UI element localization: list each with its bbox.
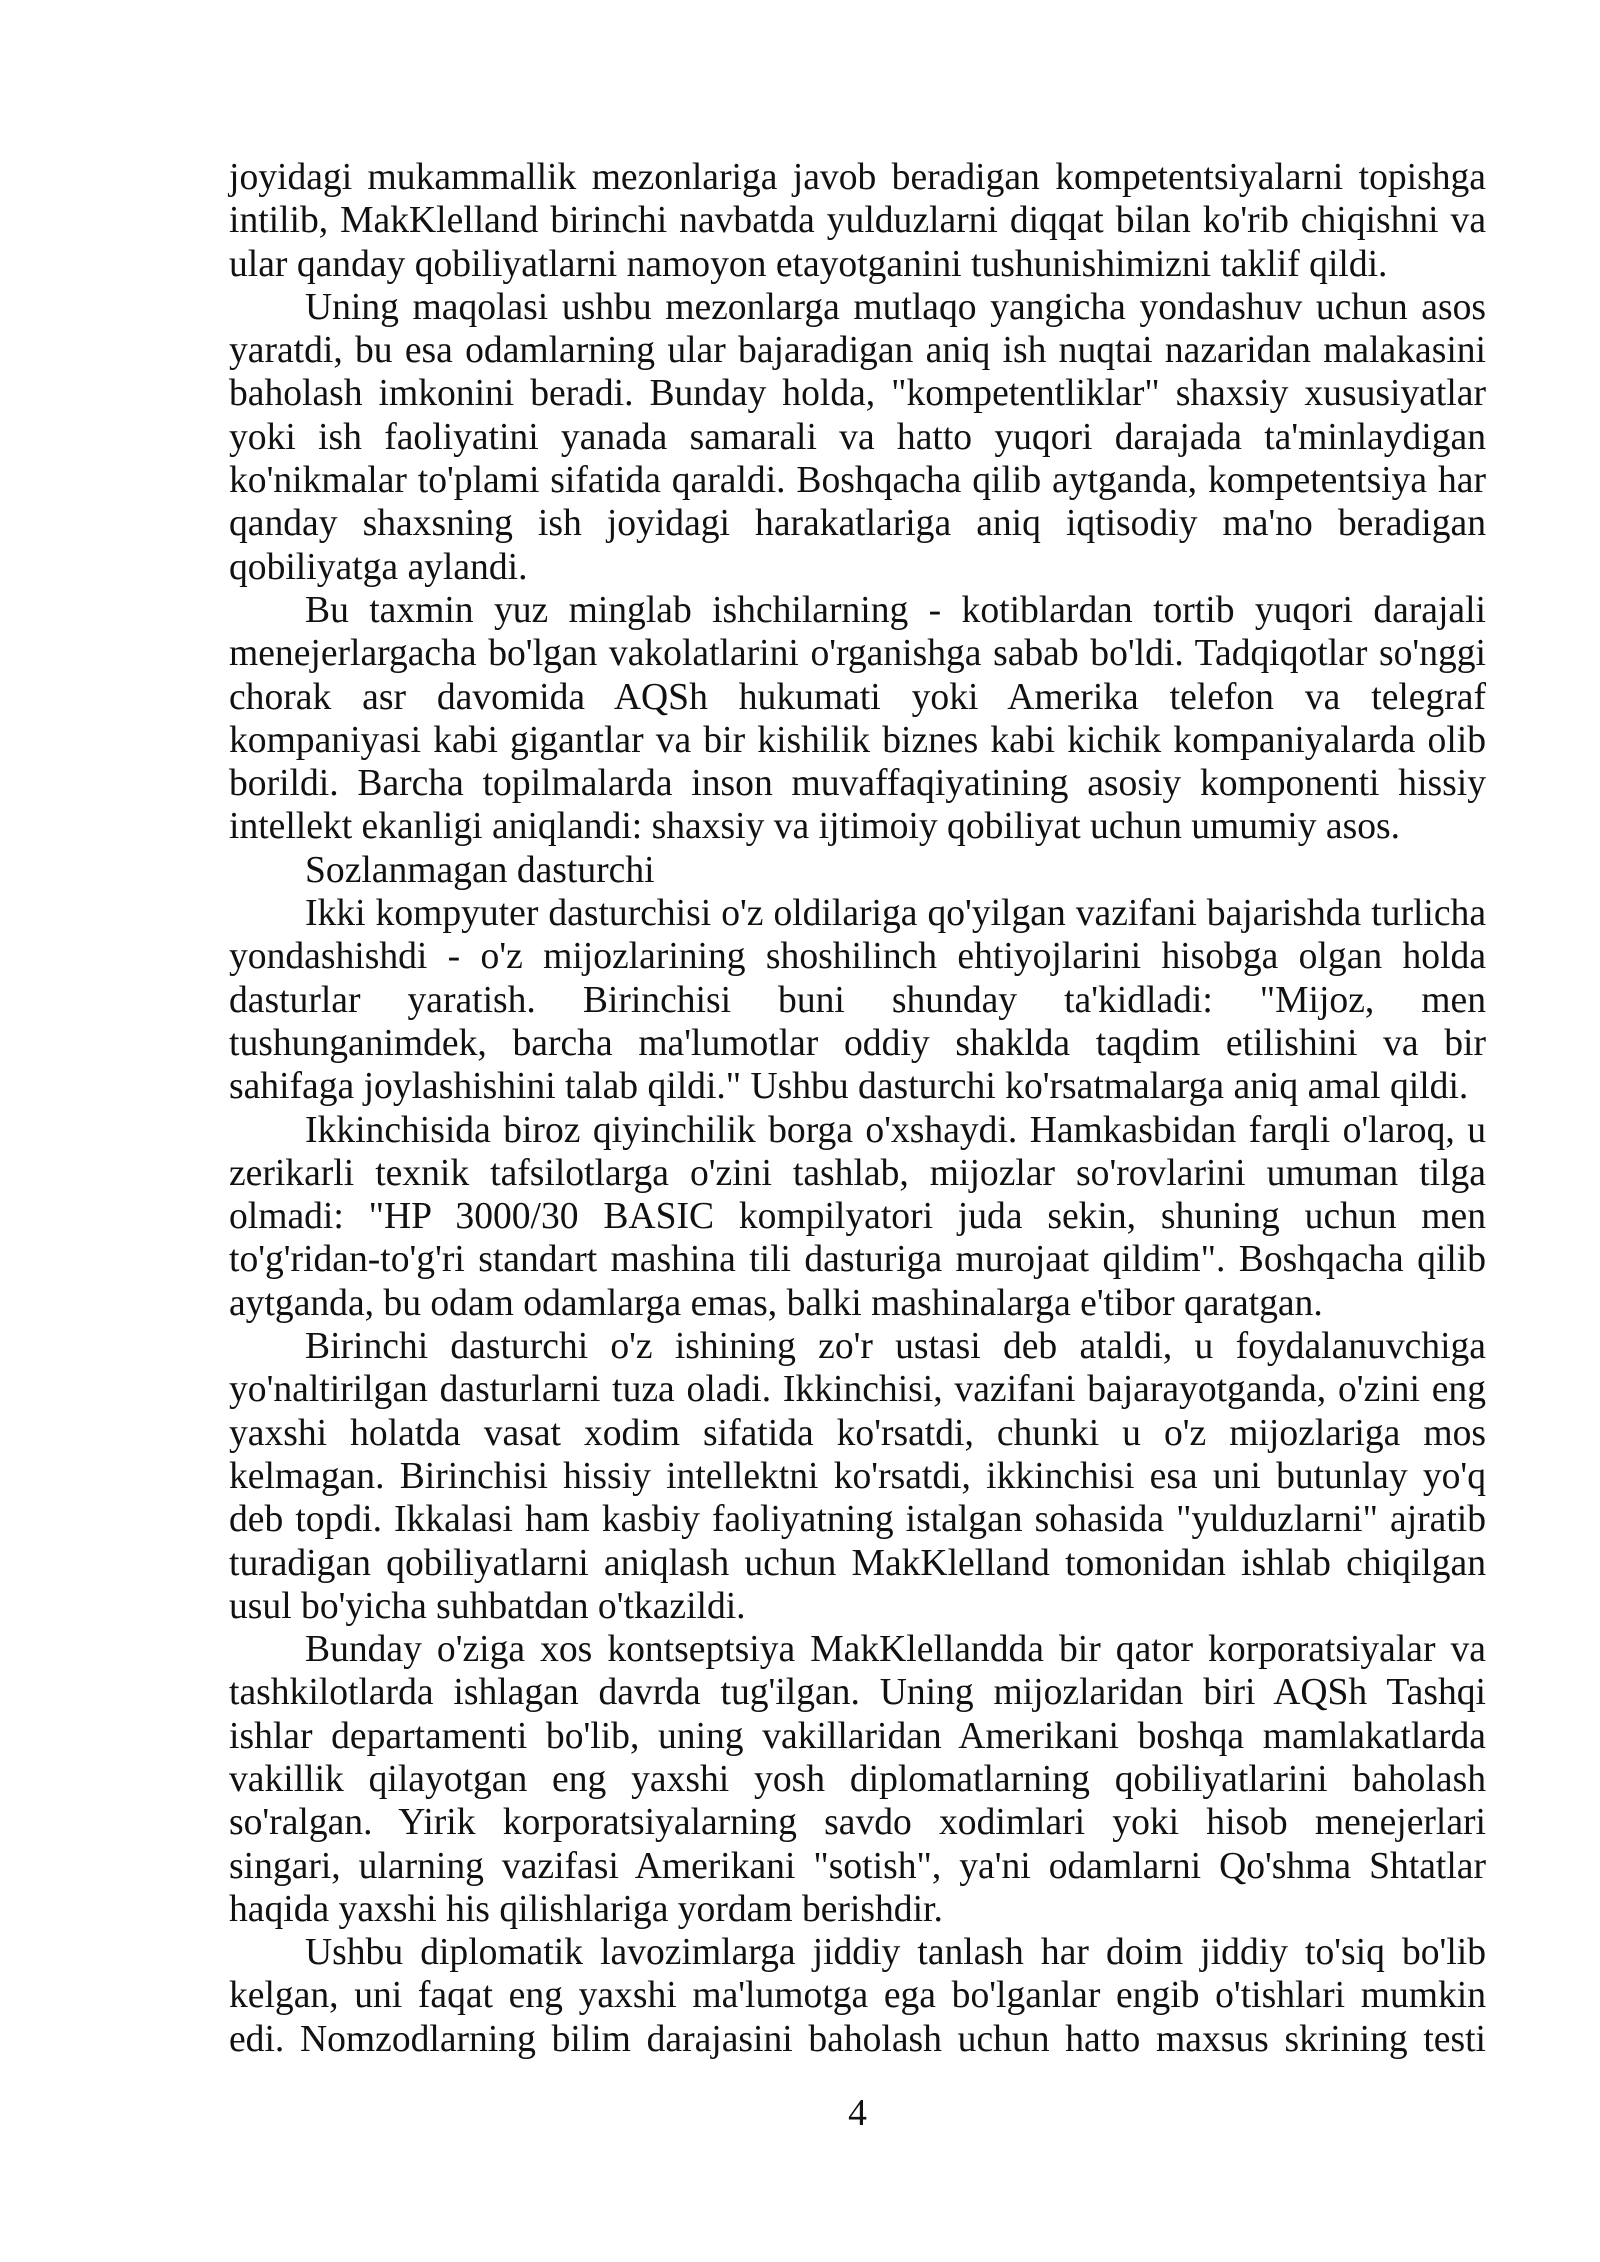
- paragraph: [229, 286, 1486, 589]
- text-line: qobiliyatga aylandi.: [229, 546, 528, 588]
- text-line: yo'naltirilgan dasturlarni tuza oladi. Ikkinchisi, vazifani bajarayotganda, o'zini eng: [229, 1369, 1486, 1411]
- text-line: baholash imkonini beradi. Bunday holda, "kompetentliklar" shaxsiy xususiyatlar: [229, 373, 1486, 415]
- text-line: yaratdi, bu esa odamlarning ular bajaradigan aniq ish nuqtai nazaridan malakasini: [229, 330, 1486, 372]
- text-line: joyidagi mukammallik mezonlariga javob beradigan kompetentsiyalarni topishga: [229, 157, 1486, 198]
- section-heading: [229, 849, 1486, 892]
- text-line: usul bo'yicha suhbatdan o'tkazildi.: [229, 1585, 746, 1627]
- text-line: yaxshi holatda vasat xodim sifatida ko'rsatdi, chunki u o'z mijozlariga mos: [229, 1412, 1486, 1454]
- text-line: turadigan qobiliyatlarni aniqlash uchun MakKlelland tomonidan ishlab chiqilgan: [229, 1542, 1486, 1584]
- text-line: to'g'ridan-to'g'ri standart mashina tili dasturiga murojaat qildim". Boshqacha qilib: [229, 1239, 1486, 1281]
- text-line: olmadi: "HP 3000/30 BASIC kompilyatori juda sekin, shuning uchun men: [229, 1196, 1486, 1238]
- text-line: borildi. Barcha topilmalarda inson muvaffaqiyatining asosiy komponenti hissiy: [229, 763, 1486, 805]
- text-line: sahifaga joylashishini talab qildi." Ushbu dasturchi ko'rsatmalarga aniq amal qildi.: [229, 1066, 1469, 1108]
- text-line: yoki ish faoliyatini yanada samarali va hatto yuqori darajada ta'minlaydigan: [229, 416, 1486, 458]
- text-line: Uning maqolasi ushbu mezonlarga mutlaqo yangicha yondashuv uchun asos: [305, 286, 1486, 328]
- text-line: ishlar departamenti bo'lib, uning vakillaridan Amerikani boshqa mamlakatlarda: [229, 1715, 1486, 1757]
- paragraph: [229, 1109, 1486, 1325]
- text-line: vakillik qilayotgan eng yaxshi yosh diplomatlarning qobiliyatlarini baholash: [229, 1758, 1486, 1800]
- text-line: Ikkinchisida biroz qiyinchilik borga o'xshaydi. Hamkasbidan farqli o'laroq, u: [305, 1109, 1486, 1151]
- text-line: zerikarli texnik tafsilotlarga o'zini tashlab, mijozlar so'rovlarini umuman tilga: [229, 1152, 1486, 1194]
- text-line: Bu taxmin yuz minglab ishchilarning - kotiblardan tortib yuqori darajali: [305, 589, 1486, 631]
- paragraph: [229, 156, 1486, 286]
- text-line: intellekt ekanligi aniqlandi: shaxsiy va ijtimoiy qobiliyat uchun umumiy asos.: [229, 806, 1401, 848]
- text-line: aytganda, bu odam odamlarga emas, balki mashinalarga e'tibor qaratgan.: [229, 1282, 1323, 1324]
- text-line: deb topdi. Ikkalasi ham kasbiy faoliyatning istalgan sohasida "yulduzlarni" ajratib: [229, 1499, 1486, 1541]
- text-line: ko'nikmalar to'plami sifatida qaraldi. Boshqacha qilib aytganda, kompetentsiya har: [229, 460, 1486, 502]
- text-line: Ikki kompyuter dasturchisi o'z oldilariga qo'yilgan vazifani bajarishda turlicha: [305, 893, 1486, 935]
- text-line: intilib, MakKlelland birinchi navbatda yulduzlarni diqqat bilan ko'rib chiqishni va: [229, 200, 1486, 242]
- text-line: Ushbu diplomatik lavozimlarga jiddiy tanlash har doim jiddiy to'siq bo'lib: [305, 1932, 1486, 1974]
- text-line: dasturlar yaratish. Birinchisi buni shunday ta'kidladi: "Mijoz, men: [229, 979, 1486, 1021]
- text-line: kompaniyasi kabi gigantlar va bir kishilik biznes kabi kichik kompaniyalarda olib: [229, 719, 1486, 761]
- text-line: Bunday o'ziga xos kontseptsiya MakKlellandda bir qator korporatsiyalar va: [305, 1629, 1486, 1671]
- text-line: menejerlargacha bo'lgan vakolatlarini o'rganishga sabab bo'ldi. Tadqiqotlar so'nggi: [229, 633, 1486, 675]
- text-line: kelmagan. Birinchisi hissiy intellektni ko'rsatdi, ikkinchisi esa uni butunlay yo'q: [229, 1455, 1486, 1497]
- page-body: [229, 156, 1486, 2061]
- paragraph: [229, 1931, 1486, 2061]
- page-number: 4: [848, 2093, 867, 2134]
- text-line: Birinchi dasturchi o'z ishining zo'r ustasi deb ataldi, u foydalanuvchiga: [305, 1326, 1486, 1368]
- text-line: kelgan, uni faqat eng yaxshi ma'lumotga ega bo'lganlar engib o'tishlari mumkin: [229, 1975, 1486, 2017]
- text-line: edi. Nomzodlarning bilim darajasini baholash uchun hatto maxsus skrining testi: [229, 2018, 1486, 2060]
- text-line: singari, ularning vazifasi Amerikani "sotish", ya'ni odamlarni Qo'shma Shtatlar: [229, 1845, 1486, 1887]
- text-line: tashkilotlarda ishlagan davrda tug'ilgan. Uning mijozlaridan biri AQSh Tashqi: [229, 1672, 1486, 1714]
- paragraph: [229, 589, 1486, 849]
- text-line: chorak asr davomida AQSh hukumati yoki Amerika telefon va telegraf: [229, 676, 1486, 718]
- text-line: ular qanday qobiliyatlarni namoyon etayotganini tushunishimizni taklif qildi.: [229, 243, 1388, 285]
- paragraph: [229, 1325, 1486, 1628]
- text-line: haqida yaxshi his qilishlariga yordam berishdir.: [229, 1888, 943, 1930]
- text-line: so'ralgan. Yirik korporatsiyalarning savdo xodimlari yoki hisob menejerlari: [229, 1802, 1486, 1844]
- paragraph: [229, 892, 1486, 1108]
- text-line: yondashishdi - o'z mijozlarining shoshilinch ehtiyojlarini hisobga olgan holda: [229, 936, 1486, 978]
- text-line: tushunganimdek, barcha ma'lumotlar oddiy shaklda taqdim etilishini va bir: [229, 1022, 1486, 1064]
- section-heading-text: Sozlanmagan dasturchi: [305, 849, 655, 891]
- text-line: qanday shaxsning ish joyidagi harakatlariga aniq iqtisodiy ma'no beradigan: [229, 503, 1486, 545]
- paragraph: [229, 1628, 1486, 1931]
